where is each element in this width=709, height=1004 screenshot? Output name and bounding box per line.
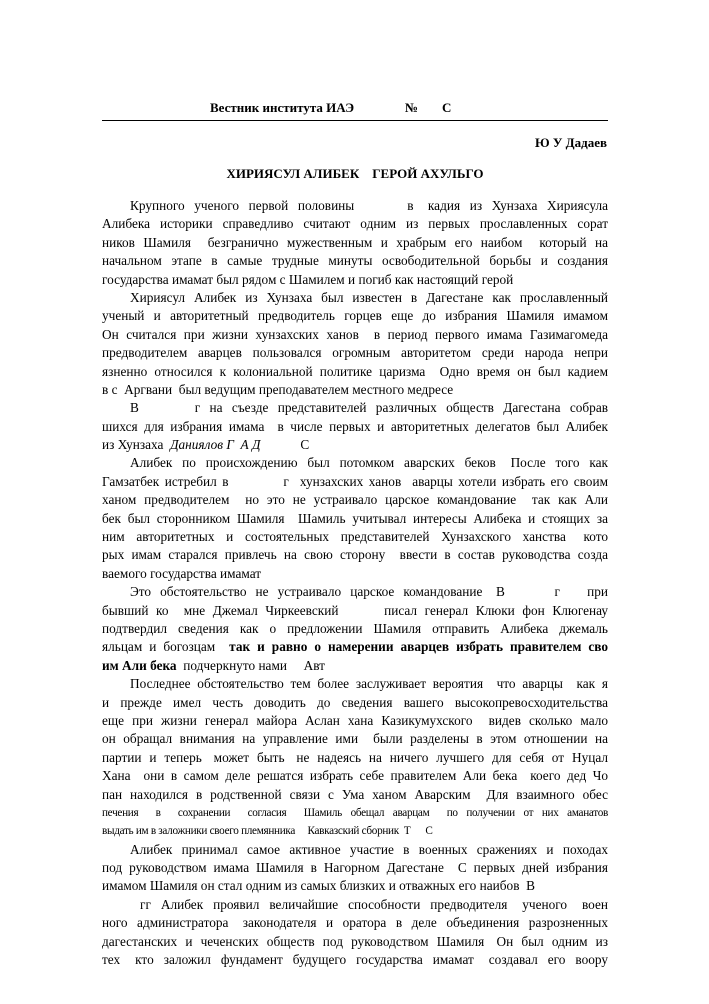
text-line: ученый и авторитетный предводитель горцев еще до избрания Шамиля имамом	[102, 308, 608, 324]
text-line: государства имамат был рядом с Шамилем и погиб как настоящий герой	[102, 271, 514, 287]
text-line: Он считался при жизни хунзахских ханов в период первого имама Газимагомеда	[102, 326, 608, 342]
issue-letter: С	[442, 100, 452, 115]
text-line: язненно относился к колониальной политике царизма Одно время он был кадием	[102, 363, 608, 379]
text-run: яльцам и богозцам	[102, 639, 230, 655]
text-line: партии и теперь может быть не надеясь на ничего лучшего для себя от Нуцал	[102, 749, 608, 765]
text-line: печения в сохранении согласия Шамиль обещал аварцам по получении от них аманатов	[102, 806, 608, 819]
article-body	[102, 197, 608, 969]
journal-header	[210, 100, 510, 120]
text-line: гг Алибек проявил величайшие способности предводителя ученого воен	[140, 896, 608, 912]
text-line	[102, 657, 608, 675]
text-line: Гамзатбек истребил в г хунзахских ханов аварцы хотели избрать его своим	[102, 473, 608, 489]
text-line: пан находился в родственной связи с Ума ханом Аварским Для взаимного обес	[102, 786, 608, 802]
text-line: предводителем аварцев пользовался огромным авторитетом среди народа непри	[102, 345, 608, 361]
journal-title: Вестник института ИАЭ	[210, 100, 355, 115]
text-line: и прежде имел честь доводить до сведения вашего высокопревосходительства	[102, 694, 608, 710]
text-run: из Хунзаха	[102, 437, 171, 453]
text-run: подчеркнуто нами Авт	[176, 657, 325, 673]
text-line: В г на съезде представителей различных обществ Дагестана собрав	[130, 400, 608, 416]
text-line: шихся для избрания имама в числе первых и авторитетных делегатов был Алибек	[102, 418, 608, 434]
text-line: тех кто заложил фундамент будущего государства имамат создавал его воору	[102, 952, 608, 968]
text-line: ним авторитетных и состоятельных представителей Хунзахского ханства кото	[102, 529, 608, 545]
emphasis-bold: так и равно о намерении аварцев избрать правителем сво	[229, 639, 608, 655]
text-line	[102, 638, 608, 656]
text-line: Хана они в самом деле решатся избрать себе правителем Али бека коего дед Чо	[102, 768, 608, 784]
text-run: С	[260, 437, 310, 453]
author-name: Ю У Дадаев	[535, 135, 607, 150]
text-line: ваемого государства имамат	[102, 565, 262, 581]
text-line: подтвердил сведения как о предложении Шамиля отправить Алибека джемаль	[102, 620, 608, 636]
text-line: дагестанских и чеченских обществ под руководством Шамиля Он был одним из	[102, 933, 608, 949]
text-line: под руководством имама Шамиля в Нагорном Дагестане С первых дней избрания	[102, 860, 608, 876]
text-line: ханом предводителем но это не устраивало царское командование так как Али	[102, 492, 608, 508]
text-line: Последнее обстоятельство тем более заслуживает вероятия что аварцы как я	[130, 676, 608, 692]
text-line: ников Шамиля безгранично мужественным и храбрым его наибом который на	[102, 234, 608, 250]
text-line: бывший ко мне Джемал Чиркеевский писал генерал Клюки фон Клюгенау	[102, 602, 608, 618]
citation-italic: Даниялов Г А Д	[170, 437, 261, 453]
text-line: еще при жизни генерал майора Аслан хана Казикумухского видев сколько мало	[102, 712, 608, 728]
text-line: Хириясул Алибек из Хунзаха был известен в Дагестане как прославленный	[130, 289, 608, 305]
text-line: ного администратора законодателя и оратора в деле объединения разрозненных	[102, 915, 608, 931]
text-line: выдать им в заложники своего племянника Кавказский сборник Т С	[102, 825, 433, 838]
text-line: он обращал внимания на управление ими были разделены в этом отношении на	[102, 731, 608, 747]
text-line: рых имам старался привлечь на свою сторону ввести в состав руководства созда	[102, 547, 608, 563]
text-line: Это обстоятельство не устраивало царское командование В г при	[130, 584, 608, 600]
text-line: в с Аргвани был ведущим преподавателем местного медресе	[102, 381, 454, 397]
text-line: бек был сторонником Шамиля Шамиль учитывал интересы Алибека и стоящих за	[102, 510, 608, 526]
article-title: ХИРИЯСУЛ АЛИБЕК ГЕРОЙ АХУЛЬГО	[226, 166, 484, 181]
text-line	[102, 436, 608, 454]
emphasis-bold: им Али бека	[102, 657, 177, 673]
text-line: Крупного ученого первой половины в кадия из Хунзаха Хириясула	[130, 198, 608, 213]
issue-number-mark: №	[405, 100, 419, 115]
text-line: Алибек принимал самое активное участие в военных сражениях и походах	[130, 841, 608, 857]
text-line: Алибека историки справедливо считают одним из первых прославленных сорат	[102, 216, 608, 232]
text-line: имамом Шамиля он стал одним из самых близких и отважных его наибов В	[102, 878, 535, 894]
header-rule	[102, 120, 608, 121]
text-line: Алибек по происхождению был потомком аварских беков После того как	[130, 455, 608, 471]
text-line: начальном этапе в самые трудные минуты освободительной борьбы и создания	[102, 253, 608, 269]
